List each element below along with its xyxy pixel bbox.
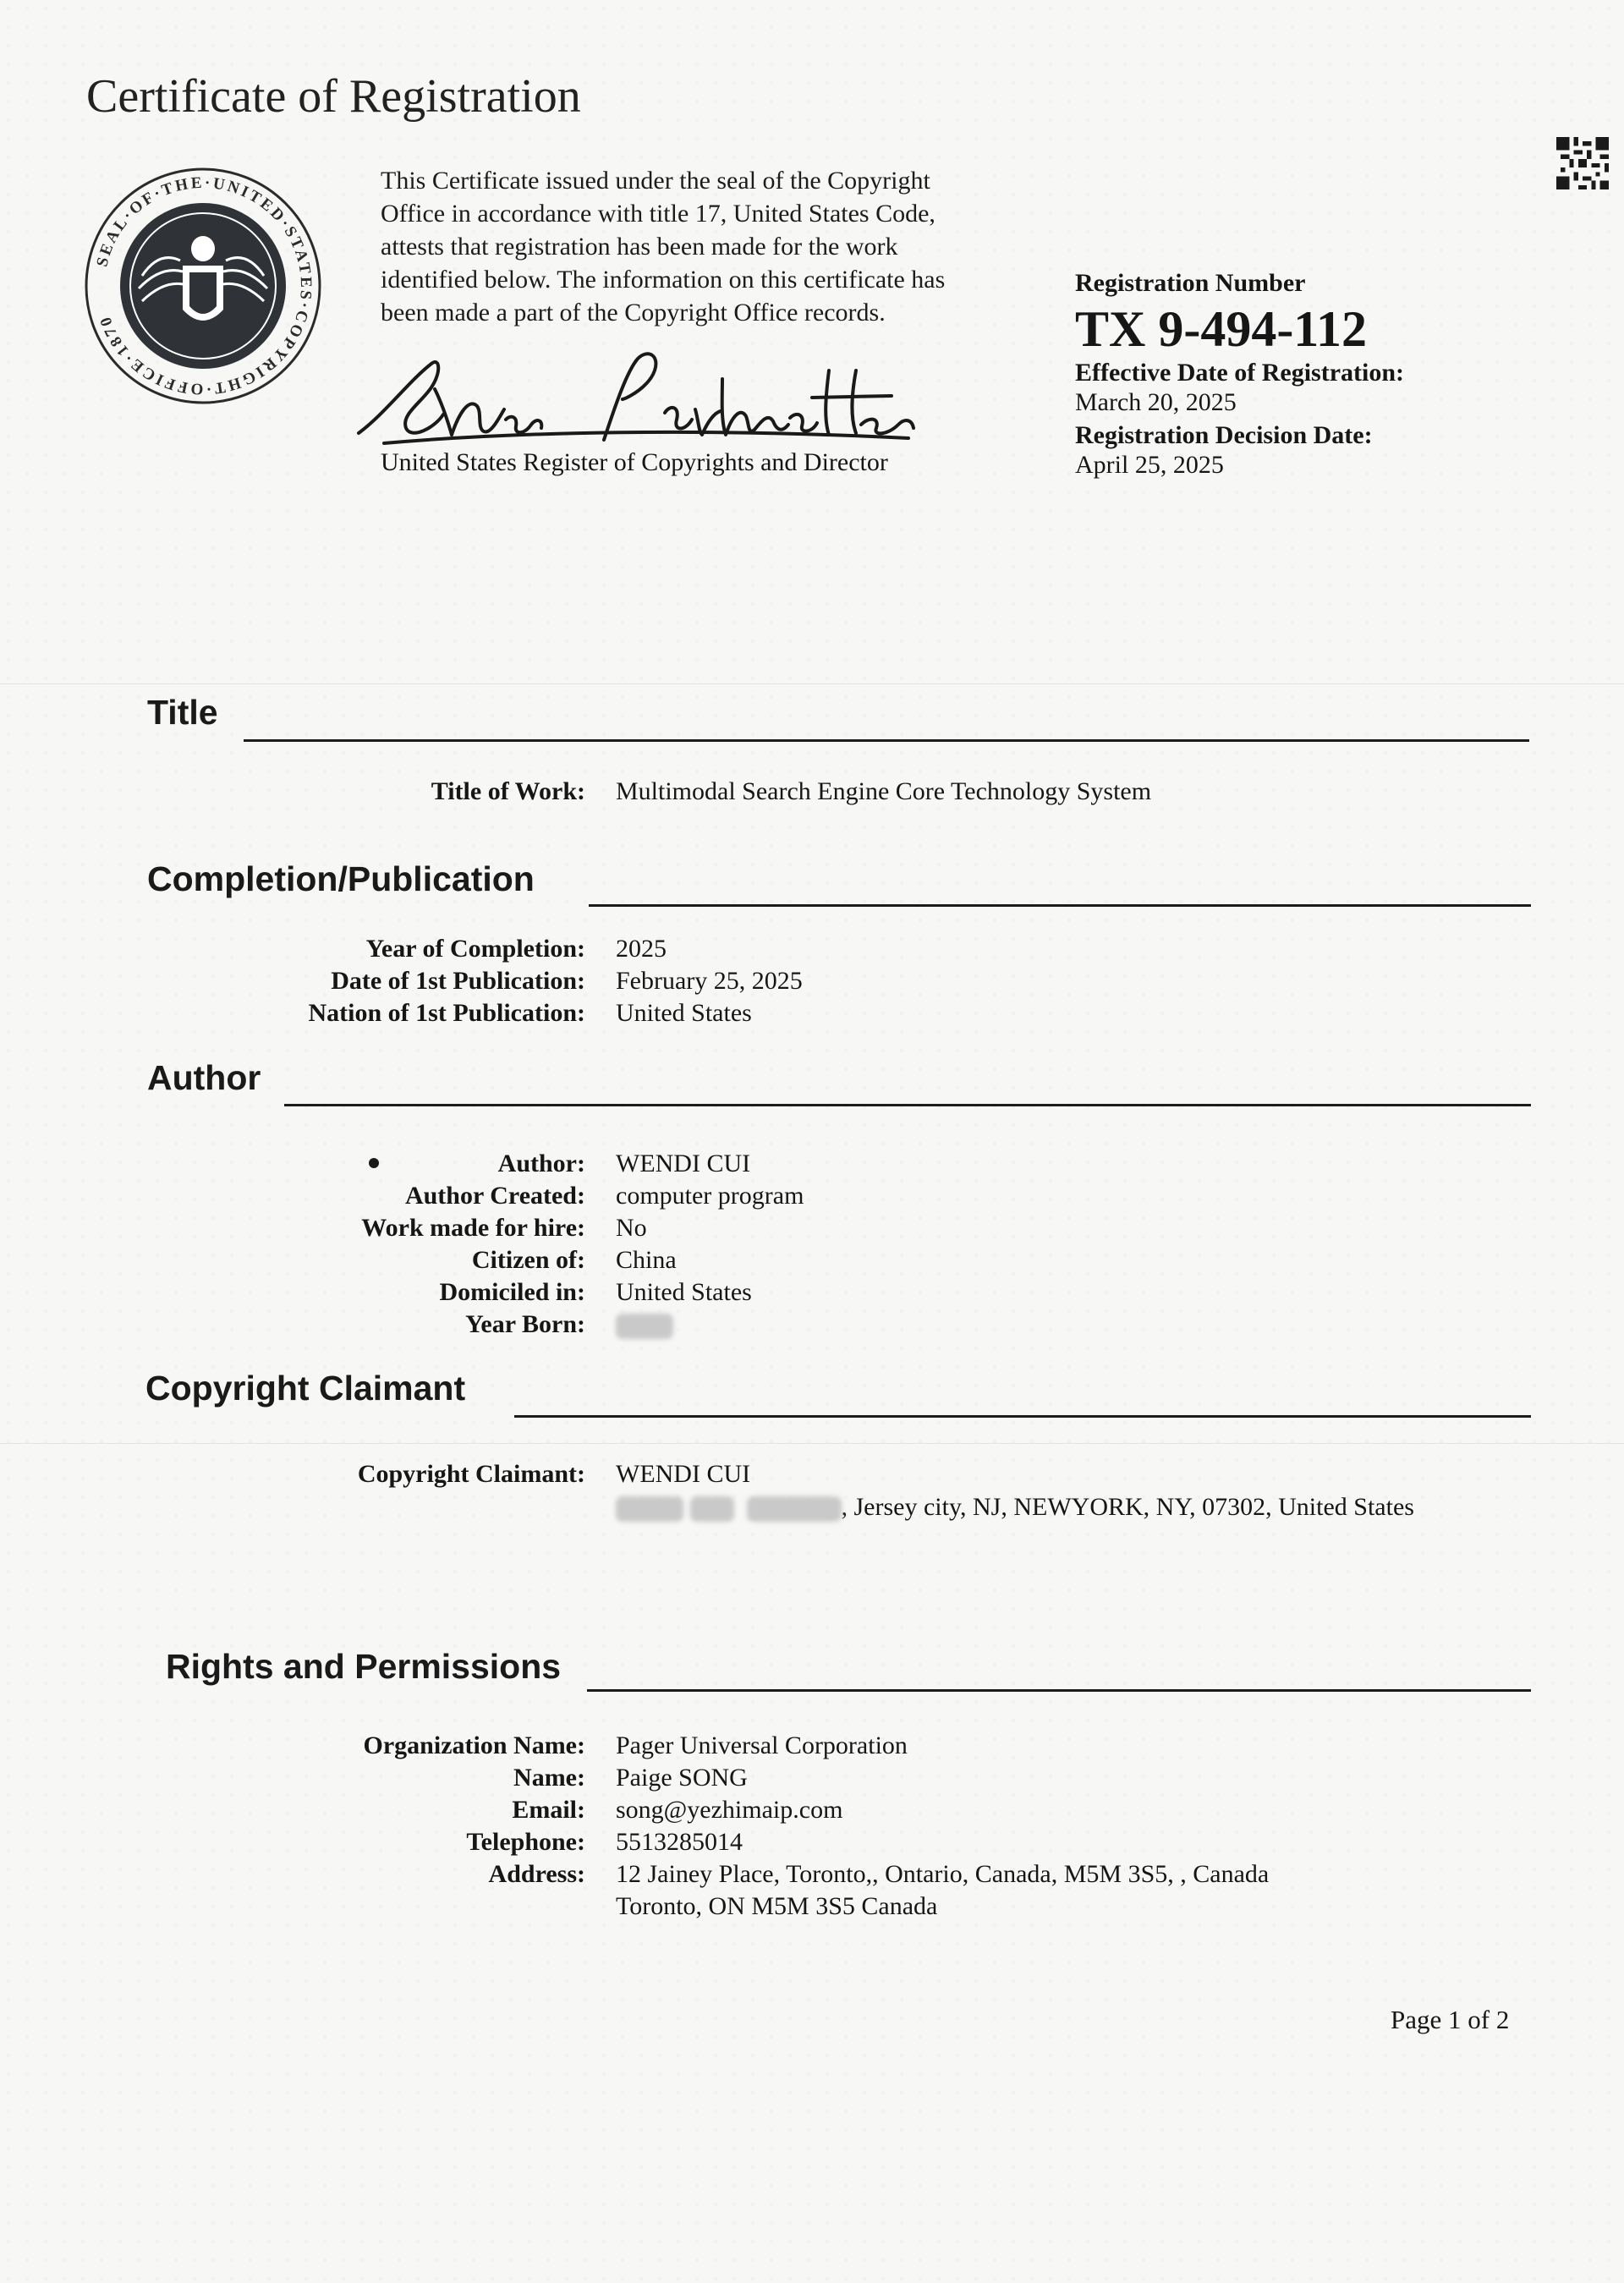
section-heading-rights: Rights and Permissions bbox=[166, 1647, 562, 1686]
effective-date-label: Effective Date of Registration: bbox=[1075, 359, 1405, 387]
field-label: Author Created: bbox=[404, 1182, 585, 1210]
section-rule bbox=[244, 739, 1529, 742]
field-label: Date of 1st Publication: bbox=[331, 967, 585, 995]
registration-block bbox=[1075, 269, 1549, 480]
field-value: 2025 bbox=[616, 935, 667, 963]
field-row bbox=[0, 1148, 1624, 1180]
field-row bbox=[0, 1826, 1624, 1858]
claimant-address-visible: , Jersey city, NJ, NEWYORK, NY, 07302, United States bbox=[841, 1493, 1414, 1521]
field-row bbox=[0, 1309, 1624, 1341]
section-rule bbox=[587, 1689, 1531, 1692]
telephone-value: 5513285014 bbox=[616, 1828, 743, 1856]
registration-number: TX 9-494-112 bbox=[1075, 301, 1367, 357]
field-label: Name: bbox=[513, 1764, 585, 1792]
field-label: Organization Name: bbox=[363, 1731, 585, 1759]
field-row bbox=[0, 1730, 1624, 1762]
field-row bbox=[0, 965, 1624, 997]
field-value: computer program bbox=[616, 1182, 804, 1210]
barcode-icon bbox=[1556, 137, 1609, 189]
field-value: February 25, 2025 bbox=[616, 967, 803, 995]
field-value: United States bbox=[616, 1278, 752, 1306]
section-heading-completion: Completion/Publication bbox=[147, 859, 535, 898]
field-row bbox=[0, 997, 1624, 1029]
title-of-work-value: Multimodal Search Engine Core Technology System bbox=[616, 777, 1152, 805]
svg-text:SEAL·OF·THE·UNITED·STATES·COPY: SEAL·OF·THE·UNITED·STATES·COPYRIGHT·OFFICE·1870 bbox=[93, 173, 315, 398]
intro-line: Office in accordance with title 17, United States Code, bbox=[381, 200, 935, 228]
field-row bbox=[0, 1794, 1624, 1826]
field-row bbox=[0, 933, 1624, 965]
certificate-intro bbox=[381, 164, 1007, 329]
field-label: Copyright Claimant: bbox=[357, 1460, 585, 1488]
address-value: 12 Jainey Place, Toronto,, Ontario, Canada, M5M 3S5, , Canada bbox=[616, 1860, 1270, 1888]
certificate-title: Certificate of Registration bbox=[86, 70, 581, 123]
field-row bbox=[0, 1244, 1624, 1276]
field-row bbox=[0, 1212, 1624, 1244]
signature-caption: United States Register of Copyrights and Director bbox=[381, 448, 888, 476]
field-label: Work made for hire: bbox=[361, 1214, 585, 1242]
field-label: Author: bbox=[497, 1150, 585, 1177]
decision-date-label: Registration Decision Date: bbox=[1075, 421, 1373, 449]
field-row bbox=[0, 1762, 1624, 1794]
field-row bbox=[0, 1891, 1624, 1923]
field-row bbox=[0, 1458, 1624, 1490]
field-value: Paige SONG bbox=[616, 1764, 748, 1792]
intro-line: This Certificate issued under the seal of the Copyright bbox=[381, 167, 930, 195]
address-line-2: Toronto, ON M5M 3S5 Canada bbox=[616, 1892, 938, 1920]
paper-fold bbox=[0, 683, 1624, 684]
field-row bbox=[0, 1858, 1624, 1891]
author-name: WENDI CUI bbox=[616, 1150, 751, 1177]
email-value: song@yezhimaip.com bbox=[616, 1796, 843, 1824]
year-born-redacted bbox=[616, 1309, 673, 1341]
field-row bbox=[0, 1491, 1624, 1523]
field-label: Address: bbox=[488, 1860, 585, 1888]
decision-date: April 25, 2025 bbox=[1075, 451, 1224, 479]
section-heading-author: Author bbox=[147, 1058, 261, 1097]
effective-date: March 20, 2025 bbox=[1075, 388, 1237, 416]
intro-line: identified below. The information on this certificate has bbox=[381, 266, 946, 294]
page-number: Page 1 of 2 bbox=[1391, 2005, 1510, 2034]
author-bullet bbox=[369, 1158, 379, 1168]
field-label: Year of Completion: bbox=[365, 935, 585, 963]
section-rule bbox=[514, 1415, 1531, 1418]
field-label: Nation of 1st Publication: bbox=[308, 999, 585, 1027]
section-rule bbox=[589, 904, 1531, 907]
claimant-address bbox=[616, 1491, 1414, 1523]
field-label: Telephone: bbox=[466, 1828, 585, 1856]
field-label: Year Born: bbox=[465, 1310, 585, 1338]
section-heading-claimant: Copyright Claimant bbox=[145, 1369, 466, 1408]
field-label: Email: bbox=[512, 1796, 585, 1824]
field-label: Title of Work: bbox=[431, 777, 585, 805]
field-label: Citizen of: bbox=[471, 1246, 585, 1274]
register-signature bbox=[350, 347, 917, 457]
section-rule bbox=[284, 1104, 1531, 1106]
copyright-office-seal-icon bbox=[83, 166, 323, 406]
claimant-name: WENDI CUI bbox=[616, 1460, 751, 1488]
field-row bbox=[0, 1276, 1624, 1309]
field-value: China bbox=[616, 1246, 677, 1274]
section-heading-title: Title bbox=[147, 693, 218, 732]
field-value: United States bbox=[616, 999, 752, 1027]
intro-line: attests that registration has been made for the work bbox=[381, 233, 898, 261]
field-row bbox=[0, 1180, 1624, 1212]
registration-number-label: Registration Number bbox=[1075, 269, 1306, 297]
field-label: Domiciled in: bbox=[439, 1278, 585, 1306]
paper-fold bbox=[0, 1443, 1624, 1444]
field-value: No bbox=[616, 1214, 647, 1242]
field-row bbox=[0, 776, 1624, 808]
intro-line: been made a part of the Copyright Office records. bbox=[381, 299, 886, 327]
field-value: Pager Universal Corporation bbox=[616, 1731, 908, 1759]
